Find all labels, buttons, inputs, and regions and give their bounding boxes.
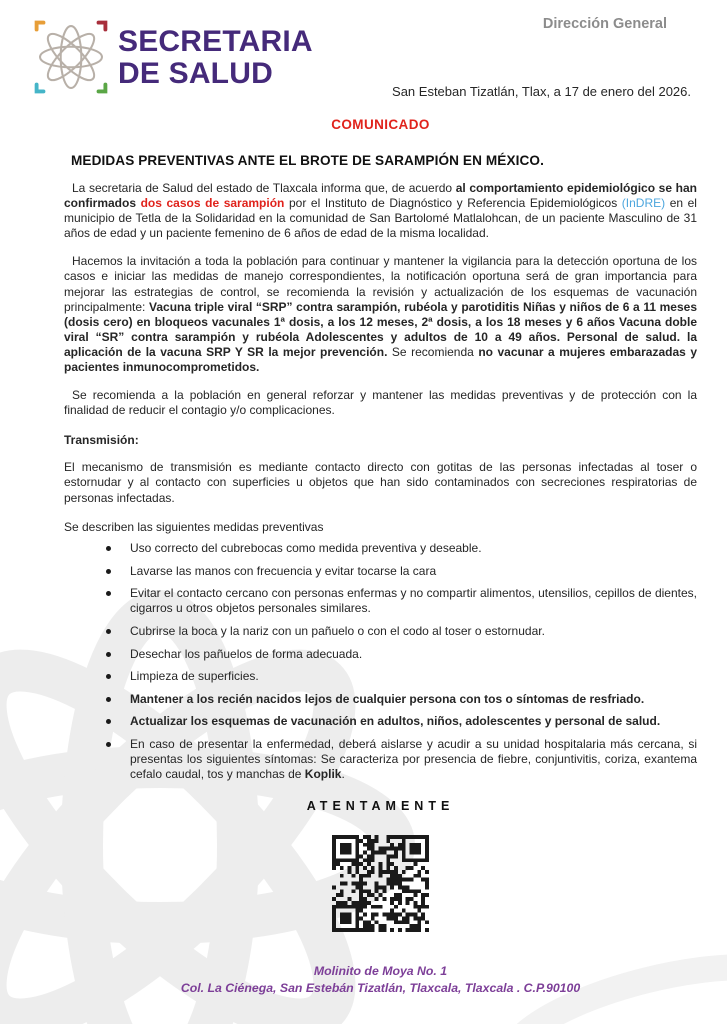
transmission-paragraph bbox=[64, 460, 697, 505]
bullet-icon bbox=[106, 629, 111, 634]
text-span: Uso correcto del cubrebocas como medida preventiva y deseable. bbox=[130, 541, 482, 556]
text-span: (InDRE) bbox=[621, 196, 666, 211]
list-item bbox=[106, 692, 697, 707]
closing-salutation: ATENTAMENTE bbox=[306, 799, 455, 814]
text-span: no vacunar a mujeres embarazadas y pacientes inmunocomprometidos. bbox=[64, 344, 697, 375]
bullet-icon bbox=[106, 742, 111, 747]
text-span: Hacemos la invitación a toda la población para continuar y mantener la vigilancia para la detección oportuna de los casos e iniciar las medidas de manejo correspondientes, la notificación oportuna será de gran importancia para mejorar las estrategias de control, se recomienda la revisión y actualización de los esquemas de vacunación principalmente: bbox=[64, 254, 697, 314]
text-span: Evitar el contacto cercano con personas enfermas y no compartir alimentos, utensilios, cepillos de dientes, cigarros u otros objetos personales similares. bbox=[130, 586, 697, 616]
text-span: Mantener a los recién nacidos lejos de cualquier persona con tos o síntomas de resfriado. bbox=[130, 691, 645, 706]
text-span: Actualizar los esquemas de vacunación en adultos, niños, adolescentes y personal de salud. bbox=[130, 714, 661, 729]
bullet-icon bbox=[106, 719, 111, 724]
list-item bbox=[106, 624, 697, 639]
transmission-heading: Transmisión: bbox=[64, 433, 139, 448]
reinforce-paragraph bbox=[64, 388, 697, 418]
footer-address bbox=[64, 963, 697, 997]
footer-address-line1: Molinito de Moya No. 1 bbox=[313, 964, 448, 979]
text-span: al comportamiento epidemiológico se han confirmados bbox=[64, 181, 697, 211]
text-span: Cubrirse la boca y la nariz con un pañuelo o con el codo al toser o estornudar. bbox=[130, 623, 545, 638]
preventive-measures-list bbox=[64, 541, 697, 782]
list-item bbox=[106, 714, 697, 729]
bullet-icon bbox=[106, 697, 111, 702]
comunicado-label: COMUNICADO bbox=[331, 117, 430, 132]
list-item bbox=[106, 737, 697, 782]
text-span: dos casos de sarampión bbox=[140, 196, 285, 211]
list-item bbox=[106, 541, 697, 556]
list-item bbox=[106, 564, 697, 579]
text-span: El mecanismo de transmisión es mediante contacto directo con gotitas de las personas infectadas al toser o estornudar y al contacto con superficies u objetos que han sido contaminados con secreciones respiratorias de personas infectadas. bbox=[64, 460, 697, 505]
text-span: Se recomienda a la población en general reforzar y mantener las medidas preventivas y de protección con la finalidad de reducir el contagio y/o complicaciones. bbox=[64, 388, 697, 418]
vaccination-paragraph bbox=[64, 254, 697, 375]
bullet-icon bbox=[106, 674, 111, 679]
text-span: Se recomienda bbox=[387, 344, 479, 359]
bullet-icon bbox=[106, 591, 111, 596]
list-item bbox=[106, 669, 697, 684]
list-item bbox=[106, 647, 697, 662]
measures-intro: Se describen las siguientes medidas preventivas bbox=[64, 519, 324, 534]
text-span: . bbox=[341, 767, 345, 782]
text-span: En caso de presentar la enfermedad, deberá aislarse y acudir a su unidad hospitalaria más cercana, si presentas los siguientes síntomas: Se caracteriza por presencia de fiebre, conjuntivitis, coriza, exantema cefalo caudal, tos y manchas de bbox=[130, 736, 697, 782]
bullet-icon bbox=[106, 546, 111, 551]
bullet-icon bbox=[106, 569, 111, 574]
list-item bbox=[106, 586, 697, 616]
qr-code-container bbox=[64, 835, 697, 937]
department-label: Dirección General bbox=[542, 16, 667, 32]
intro-paragraph bbox=[64, 181, 697, 241]
text-span: Lavarse las manos con frecuencia y evitar tocarse la cara bbox=[130, 563, 437, 578]
org-title-line2: DE SALUD bbox=[118, 57, 273, 90]
footer-address-line2: Col. La Ciénega, San Estebán Tizatlán, Tlaxcala, Tlaxcala . C.P.90100 bbox=[180, 981, 581, 996]
bullet-icon bbox=[106, 652, 111, 657]
org-title-line1: SECRETARIA bbox=[118, 25, 313, 58]
text-span: en el municipio de Tetla de la Solidaridad en la comunidad de San Bartolomé Matlalohcan, de un paciente Masculino de 31 años de edad y un paciente femenino de 6 años de edad de la misma localidad. bbox=[64, 196, 697, 241]
text-span: Vacuna triple viral “SRP” contra sarampión, rubéola y parotiditis Niñas y niños de 6 a 11 meses (dosis cero) en bloqueos vacunales 1ª dosis, a los 12 meses, 2ª dosis, a los 18 meses y 6 años Vacuna doble viral “SR” contra sarampión y rubéola Adolescentes y adultos de 10 a 49 años. Personal de salud. la aplicación de la vacuna SRP Y SR la mejor prevención. bbox=[64, 299, 697, 359]
text-span: por el Instituto de Diagnóstico y Referencia Epidemiológicos bbox=[284, 196, 622, 211]
text-span: Limpieza de superficies. bbox=[130, 669, 259, 684]
text-span: La secretaria de Salud del estado de Tlaxcala informa que, de acuerdo bbox=[72, 181, 456, 195]
text-span: Koplik bbox=[304, 767, 342, 782]
date-line: San Esteban Tizatlán, Tlax, a 17 de enero del 2026. bbox=[392, 84, 691, 99]
qr-code bbox=[332, 835, 429, 932]
document-title: MEDIDAS PREVENTIVAS ANTE EL BROTE DE SARAMPIÓN EN MÉXICO. bbox=[71, 153, 544, 168]
text-span: Desechar los pañuelos de forma adecuada. bbox=[130, 646, 363, 661]
